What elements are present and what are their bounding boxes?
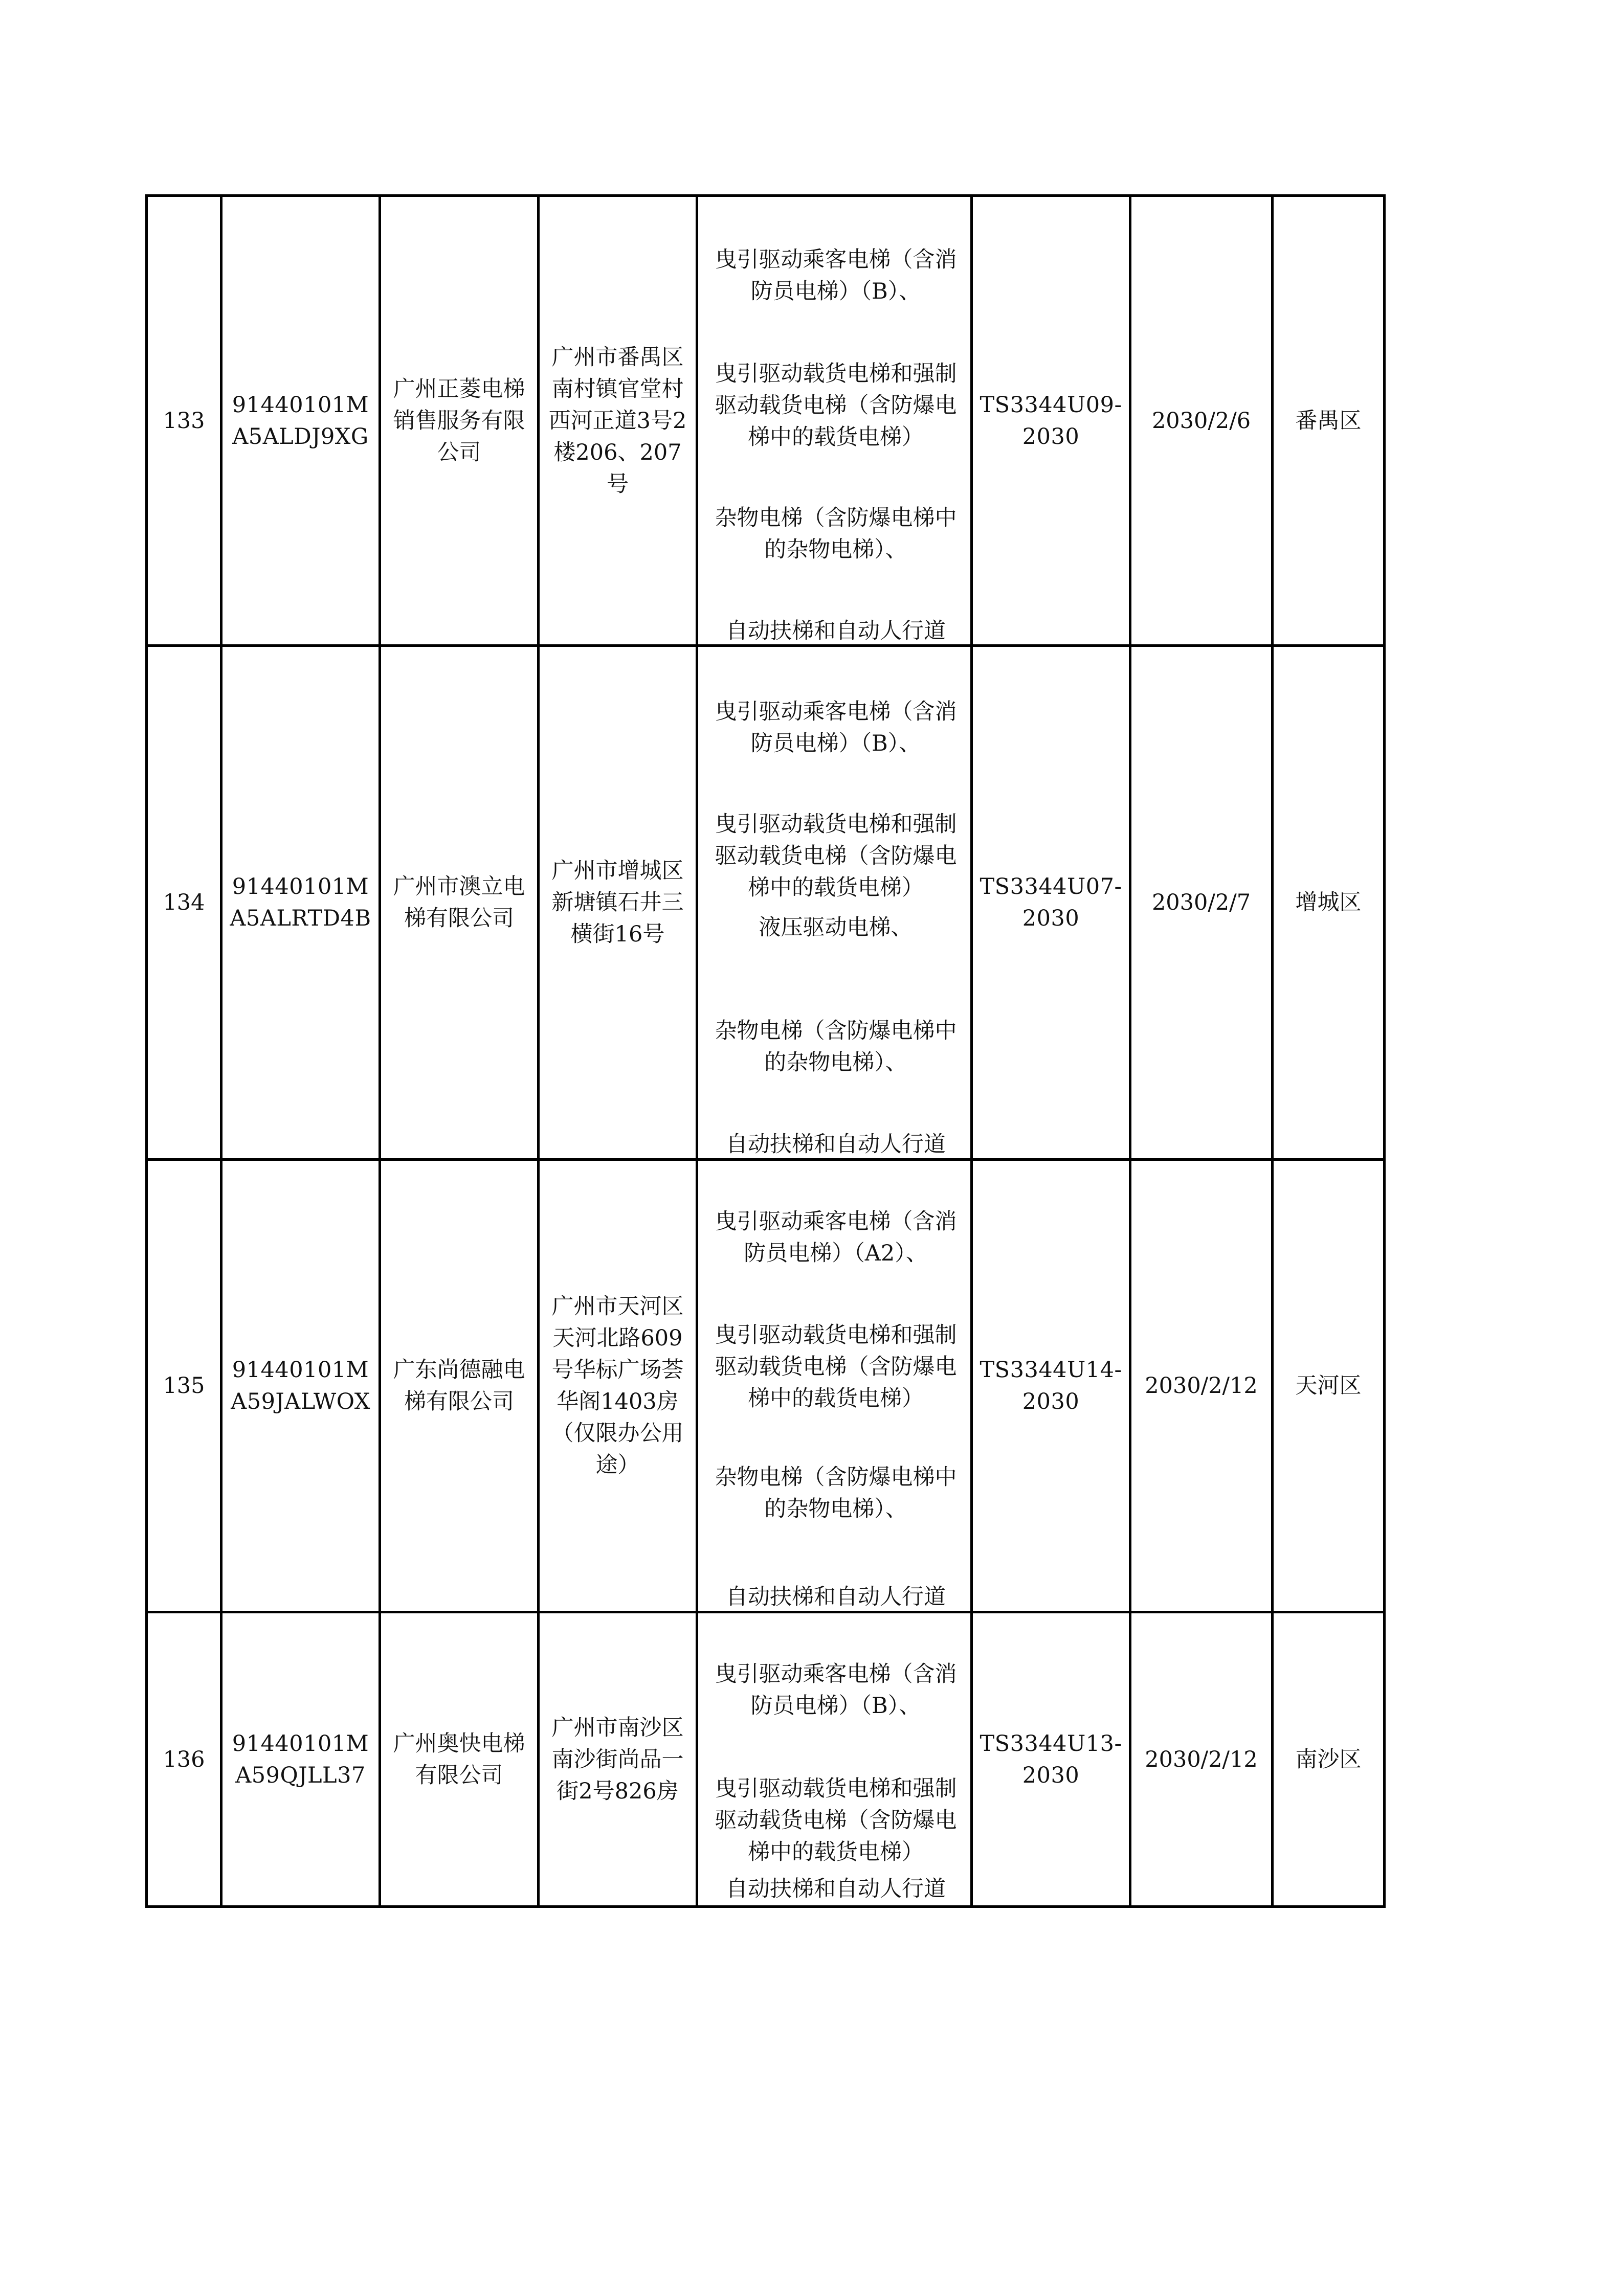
scope-item: 曳引驱动乘客电梯（含消防员电梯）（B）、 (715, 1661, 957, 1719)
credit-code: 91440101MA5ALDJ9XG (221, 196, 380, 646)
expiry-date: 2030/2/12 (1130, 1160, 1273, 1612)
scope-item: 曳引驱动乘客电梯（含消防员电梯）（B）、 (715, 247, 957, 304)
credit-code: 91440101MA5ALRTD4B (221, 646, 380, 1160)
scope-item: 自动扶梯和自动人行道 (726, 618, 946, 644)
scope-item: 曳引驱动载货电梯和强制驱动载货电梯（含防爆电梯中的载货电梯） (715, 361, 957, 450)
company-address: 广州市增城区新塘镇石井三横街16号 (539, 646, 697, 1160)
license-scope (697, 1612, 972, 1907)
license-scope (697, 1160, 972, 1612)
scope-item: 自动扶梯和自动人行道 (726, 1876, 946, 1902)
district: 南沙区 (1273, 1612, 1385, 1907)
scope-item: 曳引驱动载货电梯和强制驱动载货电梯（含防爆电梯中的载货电梯） (715, 1322, 957, 1411)
scope-item: 杂物电梯（含防爆电梯中的杂物电梯）、 (715, 1465, 957, 1522)
scope-item: 曳引驱动乘客电梯（含消防员电梯）（A2）、 (715, 1209, 957, 1266)
scope-item: 液压驱动电梯、 (759, 915, 913, 940)
scope-item: 杂物电梯（含防爆电梯中的杂物电梯）、 (715, 505, 957, 562)
company-name: 广东尚德融电梯有限公司 (380, 1160, 539, 1612)
scope-item: 曳引驱动载货电梯和强制驱动载货电梯（含防爆电梯中的载货电梯） (715, 1776, 957, 1865)
license-number: TS3344U14-2030 (972, 1160, 1130, 1612)
district: 增城区 (1273, 646, 1385, 1160)
license-number: TS3344U07-2030 (972, 646, 1130, 1160)
row-number: 134 (147, 646, 221, 1160)
company-name: 广州奥快电梯有限公司 (380, 1612, 539, 1907)
license-table-page (145, 194, 1383, 1905)
expiry-date: 2030/2/6 (1130, 196, 1273, 646)
license-table (145, 194, 1386, 1908)
scope-item: 自动扶梯和自动人行道 (726, 1132, 946, 1157)
table-row (147, 196, 1385, 646)
company-address: 广州市南沙区南沙街尚品一街2号826房 (539, 1612, 697, 1907)
table-row (147, 1160, 1385, 1612)
license-scope (697, 646, 972, 1160)
license-number: TS3344U09-2030 (972, 196, 1130, 646)
scope-item: 杂物电梯（含防爆电梯中的杂物电梯）、 (715, 1018, 957, 1075)
table-row (147, 1612, 1385, 1907)
credit-code: 91440101MA59JALWOX (221, 1160, 380, 1612)
scope-item: 自动扶梯和自动人行道 (726, 1584, 946, 1610)
row-number: 133 (147, 196, 221, 646)
company-address: 广州市天河区天河北路609号华标广场荟华阁1403房（仅限办公用途） (539, 1160, 697, 1612)
license-scope (697, 196, 972, 646)
company-address: 广州市番禺区南村镇官堂村西河正道3号2楼206、207号 (539, 196, 697, 646)
expiry-date: 2030/2/12 (1130, 1612, 1273, 1907)
scope-item: 曳引驱动乘客电梯（含消防员电梯）（B）、 (715, 699, 957, 756)
license-number: TS3344U13-2030 (972, 1612, 1130, 1907)
row-number: 135 (147, 1160, 221, 1612)
company-name: 广州市澳立电梯有限公司 (380, 646, 539, 1160)
expiry-date: 2030/2/7 (1130, 646, 1273, 1160)
district: 番禺区 (1273, 196, 1385, 646)
company-name: 广州正菱电梯销售服务有限公司 (380, 196, 539, 646)
table-row (147, 646, 1385, 1160)
credit-code: 91440101MA59QJLL37 (221, 1612, 380, 1907)
row-number: 136 (147, 1612, 221, 1907)
district: 天河区 (1273, 1160, 1385, 1612)
scope-item: 曳引驱动载货电梯和强制驱动载货电梯（含防爆电梯中的载货电梯） (715, 812, 957, 901)
